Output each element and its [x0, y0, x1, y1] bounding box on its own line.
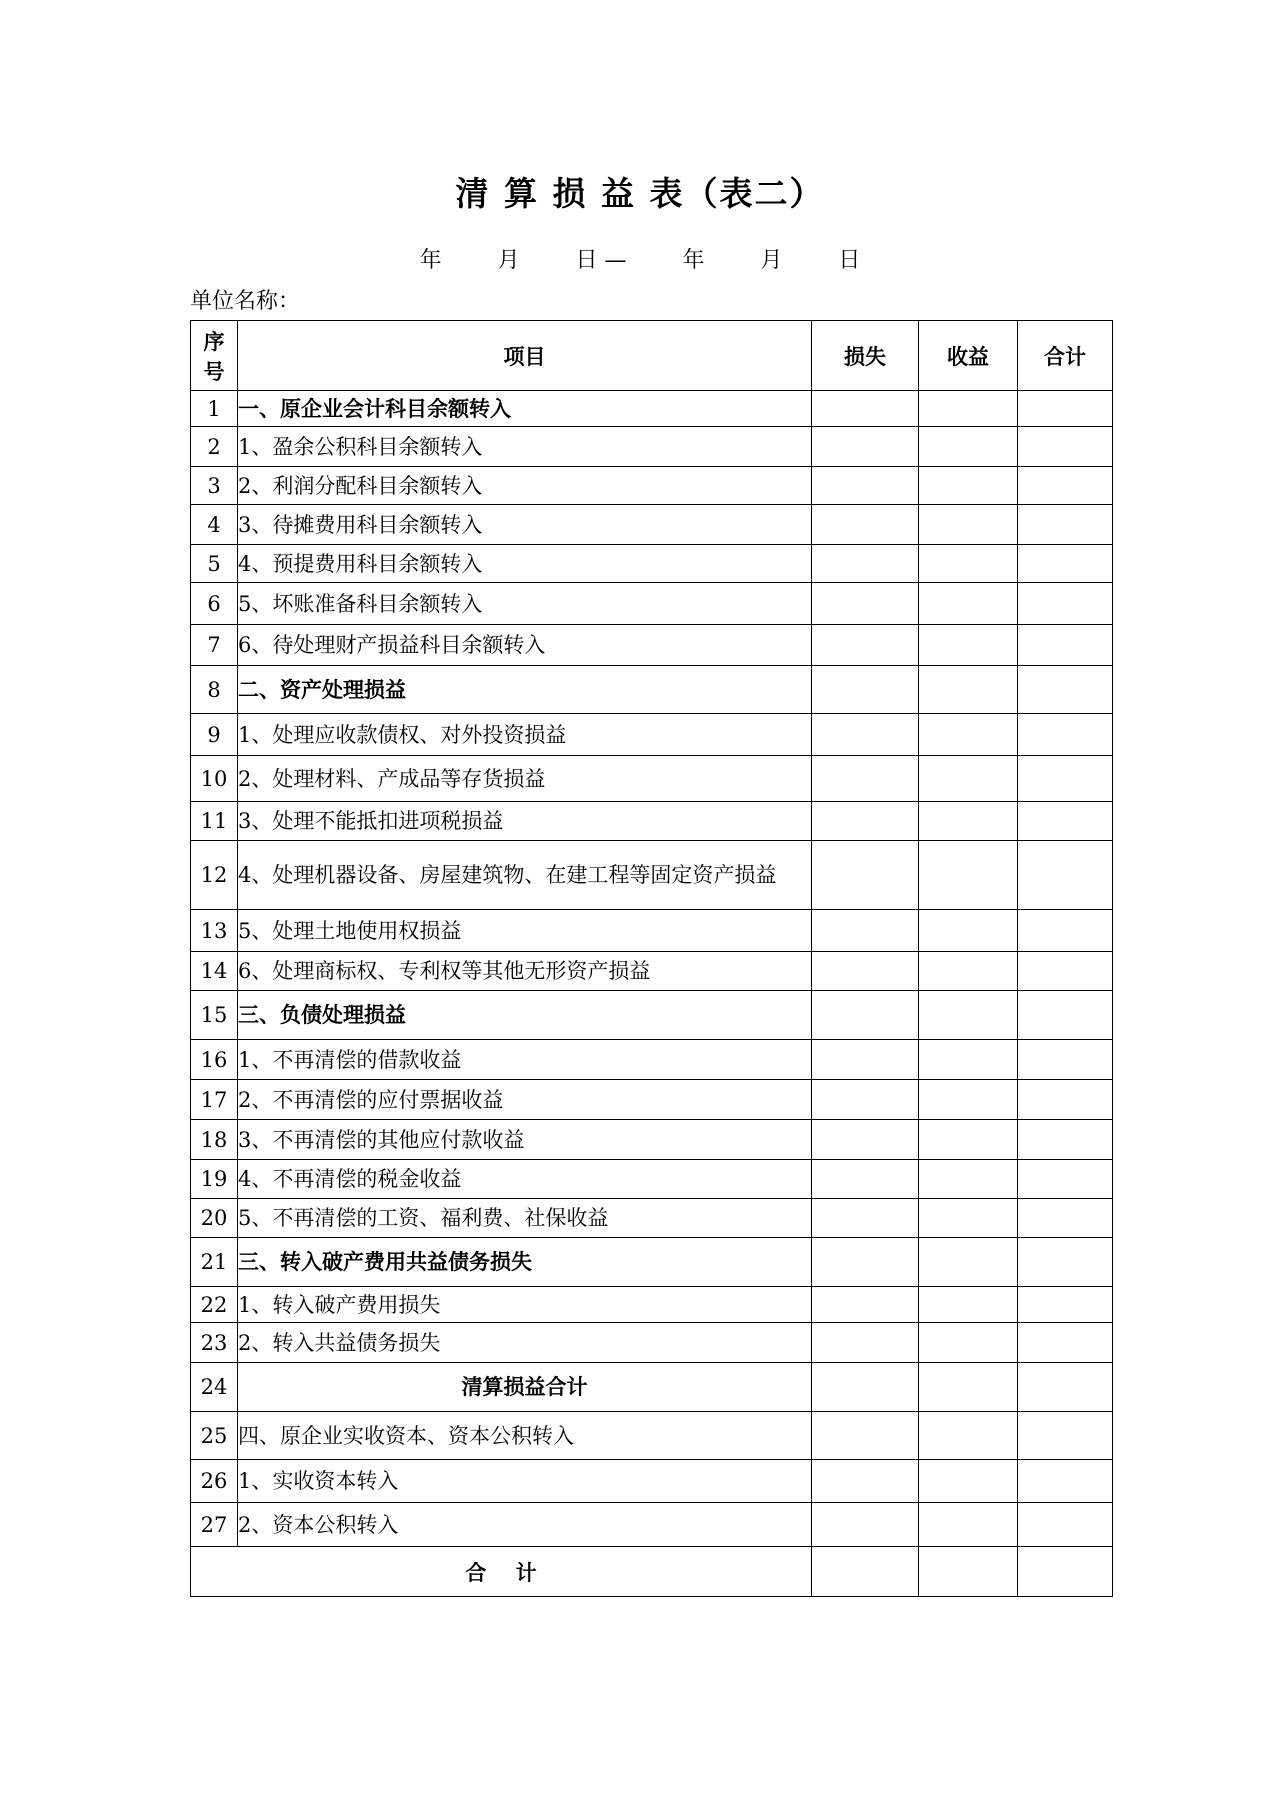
row-loss-cell[interactable]	[812, 1120, 919, 1160]
row-item-label: 四、原企业实收资本、资本公积转入	[238, 1412, 812, 1460]
liquidation-table	[190, 320, 1113, 1597]
row-loss-cell[interactable]	[812, 666, 919, 714]
table-row	[191, 625, 1113, 666]
row-item-label: 4、预提费用科目余额转入	[238, 545, 812, 583]
total-sum-cell[interactable]	[1018, 1547, 1113, 1597]
table-row	[191, 1412, 1113, 1460]
row-item-label: 4、不再清偿的税金收益	[238, 1160, 812, 1199]
row-gain-cell[interactable]	[919, 1238, 1018, 1287]
row-number: 2	[191, 427, 238, 467]
row-number: 21	[191, 1238, 238, 1287]
row-item-label: 2、利润分配科目余额转入	[238, 467, 812, 505]
row-number: 4	[191, 505, 238, 545]
row-number: 20	[191, 1199, 238, 1238]
table-row	[191, 545, 1113, 583]
row-item-label: 二、资产处理损益	[238, 666, 812, 714]
header-total: 合计	[1018, 321, 1113, 391]
row-total-cell[interactable]	[1018, 1287, 1113, 1323]
row-number: 19	[191, 1160, 238, 1199]
row-loss-cell[interactable]	[812, 910, 919, 952]
row-loss-cell[interactable]	[812, 583, 919, 625]
total-loss-cell[interactable]	[812, 1547, 919, 1597]
row-item-label: 6、待处理财产损益科目余额转入	[238, 625, 812, 666]
row-loss-cell[interactable]	[812, 1080, 919, 1120]
total-gain-cell[interactable]	[919, 1547, 1018, 1597]
row-number: 27	[191, 1503, 238, 1547]
date-range-line: 年 月 日 — 年 月 日	[419, 248, 861, 273]
table-row	[191, 1199, 1113, 1238]
row-gain-cell[interactable]	[919, 952, 1018, 991]
row-total-cell[interactable]	[1018, 952, 1113, 991]
row-loss-cell[interactable]	[812, 1323, 919, 1363]
row-loss-cell[interactable]	[812, 391, 919, 427]
row-item-label: 4、处理机器设备、房屋建筑物、在建工程等固定资产损益	[238, 841, 812, 910]
row-total-cell[interactable]	[1018, 583, 1113, 625]
row-total-cell[interactable]	[1018, 666, 1113, 714]
row-total-cell[interactable]	[1018, 1080, 1113, 1120]
row-total-cell[interactable]	[1018, 625, 1113, 666]
row-number: 12	[191, 841, 238, 910]
row-loss-cell[interactable]	[812, 991, 919, 1040]
row-number: 13	[191, 910, 238, 952]
row-item-label: 3、不再清偿的其他应付款收益	[238, 1120, 812, 1160]
table-row	[191, 427, 1113, 467]
row-item-label: 2、转入共益债务损失	[238, 1323, 812, 1363]
row-number: 17	[191, 1080, 238, 1120]
row-total-cell[interactable]	[1018, 1160, 1113, 1199]
row-number: 6	[191, 583, 238, 625]
row-item-label: 5、不再清偿的工资、福利费、社保收益	[238, 1199, 812, 1238]
row-total-cell[interactable]	[1018, 1238, 1113, 1287]
table-row	[191, 714, 1113, 756]
row-loss-cell[interactable]	[812, 1287, 919, 1323]
row-total-cell[interactable]	[1018, 756, 1113, 802]
row-gain-cell[interactable]	[919, 991, 1018, 1040]
row-item-label: 1、转入破产费用损失	[238, 1287, 812, 1323]
row-gain-cell[interactable]	[919, 1412, 1018, 1460]
row-number: 9	[191, 714, 238, 756]
row-total-cell[interactable]	[1018, 467, 1113, 505]
row-loss-cell[interactable]	[812, 427, 919, 467]
header-loss: 损失	[812, 321, 919, 391]
row-loss-cell[interactable]	[812, 714, 919, 756]
row-loss-cell[interactable]	[812, 1238, 919, 1287]
row-number: 5	[191, 545, 238, 583]
table-row	[191, 1080, 1113, 1120]
table-row	[191, 1120, 1113, 1160]
table-row	[191, 1363, 1113, 1412]
row-total-cell[interactable]	[1018, 1460, 1113, 1503]
row-number: 11	[191, 802, 238, 841]
table-row	[191, 583, 1113, 625]
row-total-cell[interactable]	[1018, 802, 1113, 841]
row-total-cell[interactable]	[1018, 427, 1113, 467]
header-no-char: 序	[203, 329, 225, 354]
table-row	[191, 910, 1113, 952]
row-gain-cell[interactable]	[919, 1460, 1018, 1503]
row-loss-cell[interactable]	[812, 802, 919, 841]
row-loss-cell[interactable]	[812, 625, 919, 666]
row-total-cell[interactable]	[1018, 991, 1113, 1040]
row-total-cell[interactable]	[1018, 1363, 1113, 1412]
row-number: 15	[191, 991, 238, 1040]
row-item-label: 1、不再清偿的借款收益	[238, 1040, 812, 1080]
row-loss-cell[interactable]	[812, 1363, 919, 1412]
row-gain-cell[interactable]	[919, 545, 1018, 583]
row-number: 7	[191, 625, 238, 666]
row-number: 25	[191, 1412, 238, 1460]
row-gain-cell[interactable]	[919, 1199, 1018, 1238]
row-item-label: 三、转入破产费用共益债务损失	[238, 1238, 812, 1287]
header-item: 项目	[238, 321, 812, 391]
table-row	[191, 1503, 1113, 1547]
row-loss-cell[interactable]	[812, 545, 919, 583]
table-row	[191, 666, 1113, 714]
row-gain-cell[interactable]	[919, 1040, 1018, 1080]
row-gain-cell[interactable]	[919, 1287, 1018, 1323]
table-row	[191, 1160, 1113, 1199]
header-no-char: 号	[203, 359, 225, 384]
table-body	[191, 391, 1113, 1547]
row-gain-cell[interactable]	[919, 391, 1018, 427]
row-item-label: 3、处理不能抵扣进项税损益	[238, 802, 812, 841]
row-number: 14	[191, 952, 238, 991]
row-loss-cell[interactable]	[812, 1160, 919, 1199]
row-gain-cell[interactable]	[919, 841, 1018, 910]
row-gain-cell[interactable]	[919, 505, 1018, 545]
row-loss-cell[interactable]	[812, 756, 919, 802]
total-row	[191, 1547, 1113, 1597]
unit-name-label: 单位名称：	[190, 289, 301, 314]
row-item-label: 5、处理土地使用权损益	[238, 910, 812, 952]
row-total-cell[interactable]	[1018, 545, 1113, 583]
table-row	[191, 802, 1113, 841]
table-row	[191, 467, 1113, 505]
table-row	[191, 991, 1113, 1040]
row-gain-cell[interactable]	[919, 625, 1018, 666]
row-gain-cell[interactable]	[919, 714, 1018, 756]
row-item-label: 5、坏账准备科目余额转入	[238, 583, 812, 625]
row-gain-cell[interactable]	[919, 1323, 1018, 1363]
table-row	[191, 391, 1113, 427]
page-title: 清 算 损 益 表（表二）	[455, 174, 825, 213]
header-no	[191, 321, 238, 391]
row-gain-cell[interactable]	[919, 802, 1018, 841]
row-gain-cell[interactable]	[919, 1080, 1018, 1120]
row-total-cell[interactable]	[1018, 1120, 1113, 1160]
row-item-label: 1、实收资本转入	[238, 1460, 812, 1503]
row-total-cell[interactable]	[1018, 391, 1113, 427]
table-row	[191, 841, 1113, 910]
row-loss-cell[interactable]	[812, 841, 919, 910]
table-row	[191, 1323, 1113, 1363]
row-total-cell[interactable]	[1018, 1040, 1113, 1080]
row-item-label: 三、负债处理损益	[238, 991, 812, 1040]
row-loss-cell[interactable]	[812, 952, 919, 991]
row-loss-cell[interactable]	[812, 505, 919, 545]
table-row	[191, 1040, 1113, 1080]
row-loss-cell[interactable]	[812, 1199, 919, 1238]
row-total-cell[interactable]	[1018, 1199, 1113, 1238]
row-loss-cell[interactable]	[812, 1503, 919, 1547]
row-item-label: 2、处理材料、产成品等存货损益	[238, 756, 812, 802]
row-loss-cell[interactable]	[812, 467, 919, 505]
table-row	[191, 952, 1113, 991]
row-item-label: 2、不再清偿的应付票据收益	[238, 1080, 812, 1120]
row-number: 8	[191, 666, 238, 714]
row-gain-cell[interactable]	[919, 910, 1018, 952]
total-row-label: 合 计	[191, 1547, 812, 1597]
header-gain: 收益	[919, 321, 1018, 391]
row-gain-cell[interactable]	[919, 666, 1018, 714]
row-total-cell[interactable]	[1018, 1323, 1113, 1363]
row-loss-cell[interactable]	[812, 1412, 919, 1460]
table-row	[191, 1238, 1113, 1287]
row-item-label: 一、原企业会计科目余额转入	[238, 391, 812, 427]
row-number: 16	[191, 1040, 238, 1080]
row-loss-cell[interactable]	[812, 1460, 919, 1503]
table-row	[191, 756, 1113, 802]
row-item-label: 1、处理应收款债权、对外投资损益	[238, 714, 812, 756]
row-number: 1	[191, 391, 238, 427]
row-total-cell[interactable]	[1018, 1412, 1113, 1460]
row-number: 3	[191, 467, 238, 505]
row-gain-cell[interactable]	[919, 1120, 1018, 1160]
row-total-cell[interactable]	[1018, 505, 1113, 545]
row-item-label: 2、资本公积转入	[238, 1503, 812, 1547]
row-gain-cell[interactable]	[919, 1160, 1018, 1199]
table-row	[191, 505, 1113, 545]
row-number: 22	[191, 1287, 238, 1323]
row-number: 10	[191, 756, 238, 802]
row-total-cell[interactable]	[1018, 841, 1113, 910]
row-number: 24	[191, 1363, 238, 1412]
row-item-label: 清算损益合计	[238, 1363, 812, 1412]
row-gain-cell[interactable]	[919, 1503, 1018, 1547]
row-gain-cell[interactable]	[919, 1363, 1018, 1412]
row-item-label: 1、盈余公积科目余额转入	[238, 427, 812, 467]
row-gain-cell[interactable]	[919, 583, 1018, 625]
table-header-row	[191, 321, 1113, 391]
row-item-label: 6、处理商标权、专利权等其他无形资产损益	[238, 952, 812, 991]
row-gain-cell[interactable]	[919, 467, 1018, 505]
row-gain-cell[interactable]	[919, 756, 1018, 802]
row-total-cell[interactable]	[1018, 910, 1113, 952]
table-row	[191, 1287, 1113, 1323]
row-loss-cell[interactable]	[812, 1040, 919, 1080]
row-total-cell[interactable]	[1018, 1503, 1113, 1547]
row-total-cell[interactable]	[1018, 714, 1113, 756]
row-number: 26	[191, 1460, 238, 1503]
row-item-label: 3、待摊费用科目余额转入	[238, 505, 812, 545]
row-gain-cell[interactable]	[919, 427, 1018, 467]
row-number: 23	[191, 1323, 238, 1363]
table-row	[191, 1460, 1113, 1503]
row-number: 18	[191, 1120, 238, 1160]
